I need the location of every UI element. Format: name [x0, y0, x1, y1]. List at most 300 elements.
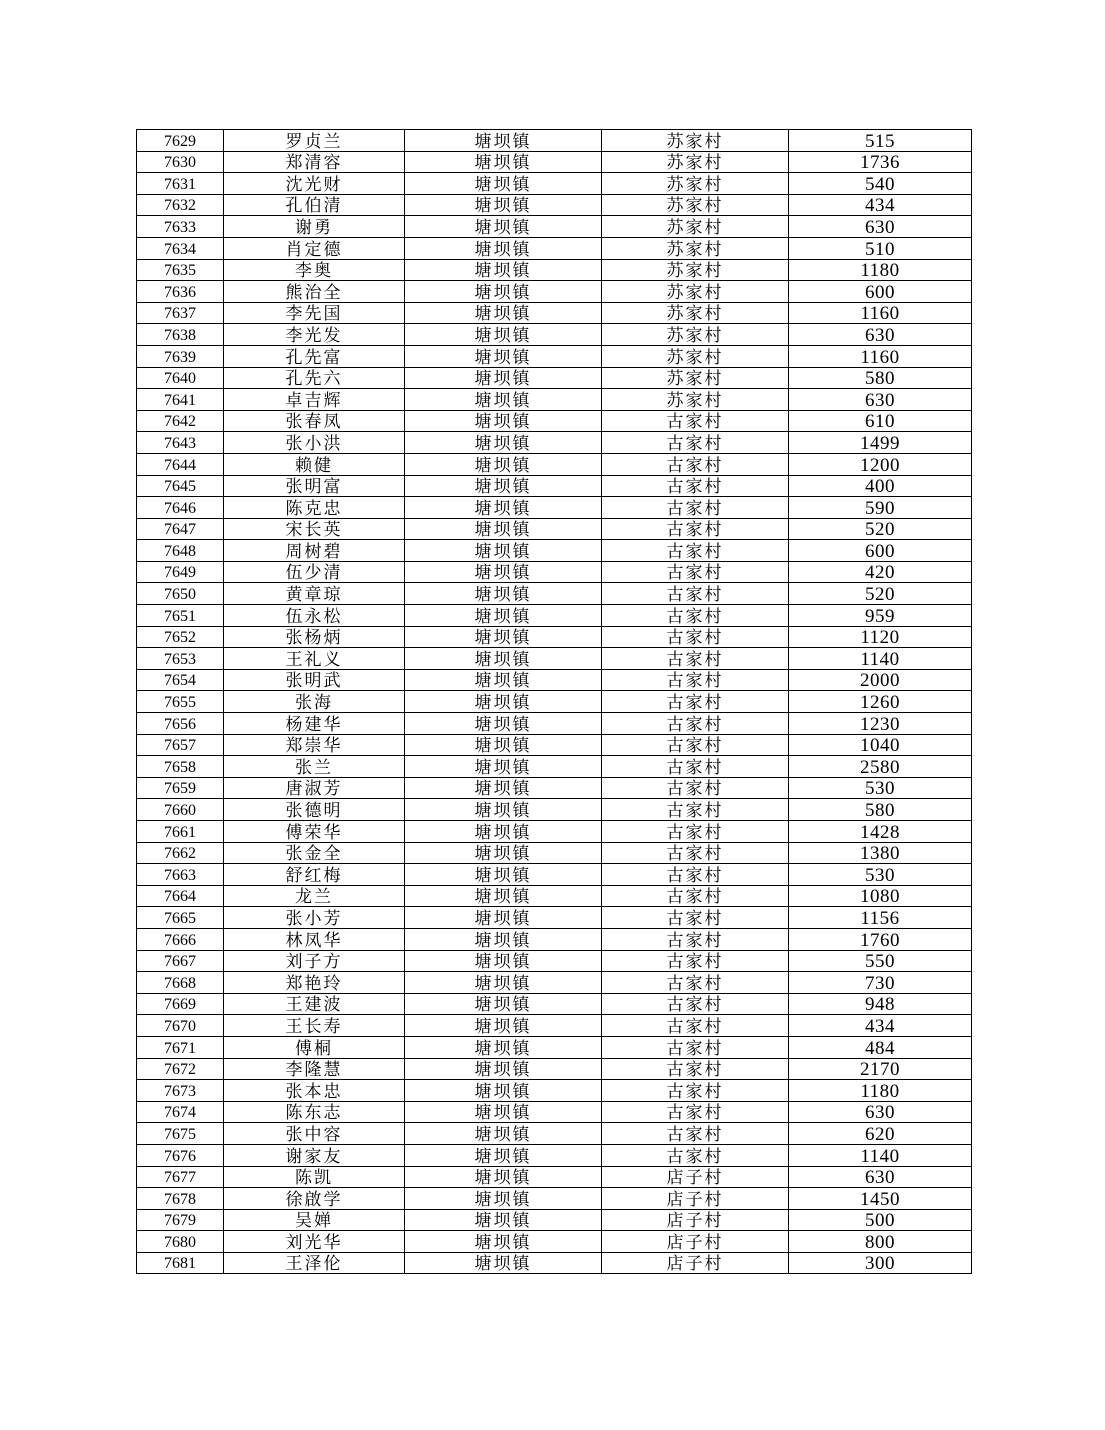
cell-id: 7670 [137, 1015, 224, 1037]
cell-name: 伍少清 [224, 561, 405, 583]
cell-village: 古家村 [602, 453, 789, 475]
cell-town: 塘坝镇 [405, 907, 602, 929]
cell-name: 谢勇 [224, 216, 405, 238]
cell-name: 郑崇华 [224, 734, 405, 756]
cell-id: 7673 [137, 1080, 224, 1102]
cell-id: 7649 [137, 561, 224, 583]
cell-amount: 400 [789, 475, 972, 497]
cell-town: 塘坝镇 [405, 1144, 602, 1166]
cell-town: 塘坝镇 [405, 130, 602, 152]
table-row [137, 864, 972, 886]
cell-town: 塘坝镇 [405, 950, 602, 972]
cell-town: 塘坝镇 [405, 842, 602, 864]
cell-town: 塘坝镇 [405, 691, 602, 713]
cell-village: 苏家村 [602, 259, 789, 281]
cell-amount: 484 [789, 1036, 972, 1058]
cell-village: 古家村 [602, 972, 789, 994]
cell-amount: 610 [789, 410, 972, 432]
cell-village: 店子村 [602, 1252, 789, 1274]
cell-town: 塘坝镇 [405, 648, 602, 670]
cell-id: 7642 [137, 410, 224, 432]
cell-name: 张小芳 [224, 907, 405, 929]
table-row [137, 1209, 972, 1231]
cell-id: 7678 [137, 1188, 224, 1210]
table-row [137, 561, 972, 583]
cell-town: 塘坝镇 [405, 1209, 602, 1231]
cell-village: 古家村 [602, 1144, 789, 1166]
cell-id: 7665 [137, 907, 224, 929]
cell-name: 张金全 [224, 842, 405, 864]
cell-town: 塘坝镇 [405, 1015, 602, 1037]
cell-town: 塘坝镇 [405, 864, 602, 886]
cell-amount: 1160 [789, 345, 972, 367]
cell-town: 塘坝镇 [405, 410, 602, 432]
cell-name: 张小洪 [224, 432, 405, 454]
table-row [137, 259, 972, 281]
cell-town: 塘坝镇 [405, 669, 602, 691]
cell-name: 王泽伦 [224, 1252, 405, 1274]
cell-town: 塘坝镇 [405, 518, 602, 540]
cell-town: 塘坝镇 [405, 497, 602, 519]
cell-amount: 2170 [789, 1058, 972, 1080]
cell-town: 塘坝镇 [405, 216, 602, 238]
cell-town: 塘坝镇 [405, 777, 602, 799]
cell-amount: 600 [789, 540, 972, 562]
cell-amount: 959 [789, 605, 972, 627]
cell-id: 7676 [137, 1144, 224, 1166]
cell-village: 古家村 [602, 993, 789, 1015]
cell-id: 7660 [137, 799, 224, 821]
cell-id: 7666 [137, 928, 224, 950]
cell-town: 塘坝镇 [405, 151, 602, 173]
cell-name: 孔先六 [224, 367, 405, 389]
cell-village: 古家村 [602, 756, 789, 778]
cell-village: 古家村 [602, 410, 789, 432]
cell-town: 塘坝镇 [405, 928, 602, 950]
cell-name: 张本忠 [224, 1080, 405, 1102]
table-row [137, 453, 972, 475]
cell-id: 7641 [137, 389, 224, 411]
table-row [137, 1058, 972, 1080]
cell-town: 塘坝镇 [405, 1166, 602, 1188]
cell-village: 古家村 [602, 864, 789, 886]
cell-amount: 1200 [789, 453, 972, 475]
cell-village: 古家村 [602, 885, 789, 907]
cell-id: 7663 [137, 864, 224, 886]
cell-name: 张海 [224, 691, 405, 713]
cell-amount: 530 [789, 864, 972, 886]
cell-town: 塘坝镇 [405, 561, 602, 583]
cell-town: 塘坝镇 [405, 432, 602, 454]
cell-town: 塘坝镇 [405, 1252, 602, 1274]
table-row [137, 1231, 972, 1253]
cell-name: 宋长英 [224, 518, 405, 540]
cell-amount: 600 [789, 281, 972, 303]
table-row [137, 130, 972, 152]
table-row [137, 1188, 972, 1210]
cell-amount: 590 [789, 497, 972, 519]
cell-id: 7652 [137, 626, 224, 648]
cell-name: 张中容 [224, 1123, 405, 1145]
cell-name: 李隆慧 [224, 1058, 405, 1080]
cell-amount: 620 [789, 1123, 972, 1145]
cell-amount: 510 [789, 237, 972, 259]
cell-amount: 1180 [789, 259, 972, 281]
roster-table [136, 129, 972, 1274]
cell-id: 7635 [137, 259, 224, 281]
table-row [137, 734, 972, 756]
cell-village: 古家村 [602, 1036, 789, 1058]
table-row [137, 1144, 972, 1166]
cell-village: 古家村 [602, 583, 789, 605]
cell-village: 苏家村 [602, 173, 789, 195]
cell-name: 罗贞兰 [224, 130, 405, 152]
cell-village: 苏家村 [602, 216, 789, 238]
cell-name: 周树碧 [224, 540, 405, 562]
cell-amount: 300 [789, 1252, 972, 1274]
cell-id: 7644 [137, 453, 224, 475]
table-row [137, 475, 972, 497]
cell-name: 陈凯 [224, 1166, 405, 1188]
cell-village: 古家村 [602, 691, 789, 713]
cell-amount: 1760 [789, 928, 972, 950]
cell-amount: 1230 [789, 713, 972, 735]
cell-town: 塘坝镇 [405, 281, 602, 303]
cell-amount: 530 [789, 777, 972, 799]
table-row [137, 713, 972, 735]
cell-id: 7662 [137, 842, 224, 864]
cell-town: 塘坝镇 [405, 713, 602, 735]
cell-town: 塘坝镇 [405, 345, 602, 367]
cell-amount: 1428 [789, 821, 972, 843]
cell-town: 塘坝镇 [405, 1101, 602, 1123]
cell-town: 塘坝镇 [405, 821, 602, 843]
cell-town: 塘坝镇 [405, 540, 602, 562]
cell-village: 古家村 [602, 1101, 789, 1123]
cell-id: 7637 [137, 302, 224, 324]
cell-amount: 1140 [789, 648, 972, 670]
cell-name: 陈东志 [224, 1101, 405, 1123]
cell-id: 7669 [137, 993, 224, 1015]
cell-village: 古家村 [602, 475, 789, 497]
cell-amount: 630 [789, 216, 972, 238]
cell-amount: 1180 [789, 1080, 972, 1102]
table-row [137, 669, 972, 691]
cell-amount: 434 [789, 1015, 972, 1037]
cell-id: 7679 [137, 1209, 224, 1231]
cell-name: 孔先富 [224, 345, 405, 367]
cell-id: 7636 [137, 281, 224, 303]
table-row [137, 756, 972, 778]
cell-amount: 1736 [789, 151, 972, 173]
table-row [137, 367, 972, 389]
cell-amount: 630 [789, 324, 972, 346]
cell-name: 刘光华 [224, 1231, 405, 1253]
cell-town: 塘坝镇 [405, 237, 602, 259]
cell-name: 赖健 [224, 453, 405, 475]
cell-village: 苏家村 [602, 130, 789, 152]
cell-village: 古家村 [602, 1058, 789, 1080]
cell-amount: 520 [789, 518, 972, 540]
cell-amount: 580 [789, 799, 972, 821]
table-row [137, 777, 972, 799]
table-row [137, 1101, 972, 1123]
cell-town: 塘坝镇 [405, 756, 602, 778]
cell-town: 塘坝镇 [405, 389, 602, 411]
cell-name: 李奥 [224, 259, 405, 281]
table-row [137, 799, 972, 821]
cell-id: 7650 [137, 583, 224, 605]
table-row [137, 821, 972, 843]
table-row [137, 1166, 972, 1188]
cell-village: 苏家村 [602, 151, 789, 173]
cell-id: 7632 [137, 194, 224, 216]
cell-name: 吴婵 [224, 1209, 405, 1231]
cell-village: 店子村 [602, 1166, 789, 1188]
cell-amount: 1120 [789, 626, 972, 648]
cell-id: 7671 [137, 1036, 224, 1058]
table-row [137, 972, 972, 994]
cell-amount: 420 [789, 561, 972, 583]
cell-amount: 2580 [789, 756, 972, 778]
cell-name: 肖定德 [224, 237, 405, 259]
cell-id: 7661 [137, 821, 224, 843]
cell-name: 王建波 [224, 993, 405, 1015]
cell-amount: 630 [789, 1101, 972, 1123]
cell-id: 7639 [137, 345, 224, 367]
cell-amount: 580 [789, 367, 972, 389]
table-row [137, 691, 972, 713]
table-row [137, 1015, 972, 1037]
cell-village: 苏家村 [602, 281, 789, 303]
cell-amount: 1160 [789, 302, 972, 324]
cell-id: 7659 [137, 777, 224, 799]
cell-village: 古家村 [602, 669, 789, 691]
cell-amount: 1260 [789, 691, 972, 713]
table-row [137, 928, 972, 950]
cell-village: 古家村 [602, 799, 789, 821]
cell-name: 郑艳玲 [224, 972, 405, 994]
cell-village: 古家村 [602, 1123, 789, 1145]
cell-id: 7677 [137, 1166, 224, 1188]
cell-town: 塘坝镇 [405, 1080, 602, 1102]
cell-village: 古家村 [602, 605, 789, 627]
cell-village: 苏家村 [602, 194, 789, 216]
cell-amount: 1080 [789, 885, 972, 907]
table-row [137, 605, 972, 627]
cell-village: 古家村 [602, 1015, 789, 1037]
cell-name: 沈光财 [224, 173, 405, 195]
cell-village: 苏家村 [602, 237, 789, 259]
cell-id: 7681 [137, 1252, 224, 1274]
cell-id: 7675 [137, 1123, 224, 1145]
table-row [137, 626, 972, 648]
cell-name: 杨建华 [224, 713, 405, 735]
cell-town: 塘坝镇 [405, 194, 602, 216]
cell-village: 苏家村 [602, 345, 789, 367]
roster-table-body [137, 130, 972, 1274]
cell-id: 7640 [137, 367, 224, 389]
cell-id: 7629 [137, 130, 224, 152]
table-row [137, 842, 972, 864]
cell-id: 7643 [137, 432, 224, 454]
cell-village: 古家村 [602, 821, 789, 843]
cell-id: 7647 [137, 518, 224, 540]
table-row [137, 173, 972, 195]
cell-name: 黄章琼 [224, 583, 405, 605]
cell-name: 刘子方 [224, 950, 405, 972]
cell-town: 塘坝镇 [405, 1058, 602, 1080]
cell-amount: 1040 [789, 734, 972, 756]
cell-town: 塘坝镇 [405, 324, 602, 346]
cell-amount: 1156 [789, 907, 972, 929]
cell-id: 7674 [137, 1101, 224, 1123]
cell-name: 张杨炳 [224, 626, 405, 648]
cell-amount: 540 [789, 173, 972, 195]
cell-name: 李先国 [224, 302, 405, 324]
cell-village: 苏家村 [602, 389, 789, 411]
cell-name: 张德明 [224, 799, 405, 821]
table-row [137, 950, 972, 972]
cell-town: 塘坝镇 [405, 367, 602, 389]
cell-town: 塘坝镇 [405, 1188, 602, 1210]
table-row [137, 1123, 972, 1145]
table-row [137, 885, 972, 907]
cell-town: 塘坝镇 [405, 583, 602, 605]
cell-id: 7648 [137, 540, 224, 562]
cell-village: 古家村 [602, 777, 789, 799]
cell-town: 塘坝镇 [405, 475, 602, 497]
table-row [137, 302, 972, 324]
cell-id: 7656 [137, 713, 224, 735]
cell-village: 古家村 [602, 842, 789, 864]
table-row [137, 518, 972, 540]
cell-town: 塘坝镇 [405, 605, 602, 627]
cell-village: 苏家村 [602, 302, 789, 324]
table-row [137, 410, 972, 432]
table-row [137, 194, 972, 216]
cell-village: 古家村 [602, 928, 789, 950]
cell-village: 古家村 [602, 561, 789, 583]
cell-name: 徐啟学 [224, 1188, 405, 1210]
table-row [137, 324, 972, 346]
cell-amount: 1380 [789, 842, 972, 864]
table-row [137, 345, 972, 367]
cell-id: 7633 [137, 216, 224, 238]
cell-town: 塘坝镇 [405, 885, 602, 907]
cell-village: 古家村 [602, 907, 789, 929]
cell-town: 塘坝镇 [405, 302, 602, 324]
cell-amount: 1450 [789, 1188, 972, 1210]
cell-id: 7634 [137, 237, 224, 259]
cell-id: 7638 [137, 324, 224, 346]
cell-amount: 2000 [789, 669, 972, 691]
cell-village: 古家村 [602, 432, 789, 454]
cell-town: 塘坝镇 [405, 1123, 602, 1145]
table-row [137, 216, 972, 238]
cell-id: 7630 [137, 151, 224, 173]
cell-name: 傅桐 [224, 1036, 405, 1058]
cell-id: 7631 [137, 173, 224, 195]
cell-town: 塘坝镇 [405, 972, 602, 994]
table-row [137, 151, 972, 173]
cell-amount: 730 [789, 972, 972, 994]
table-row [137, 993, 972, 1015]
cell-name: 张明富 [224, 475, 405, 497]
cell-amount: 520 [789, 583, 972, 605]
cell-town: 塘坝镇 [405, 993, 602, 1015]
table-row [137, 497, 972, 519]
table-row [137, 432, 972, 454]
cell-id: 7651 [137, 605, 224, 627]
table-row [137, 648, 972, 670]
cell-town: 塘坝镇 [405, 453, 602, 475]
cell-id: 7655 [137, 691, 224, 713]
cell-id: 7658 [137, 756, 224, 778]
cell-name: 王长寿 [224, 1015, 405, 1037]
cell-village: 古家村 [602, 713, 789, 735]
cell-id: 7645 [137, 475, 224, 497]
cell-amount: 434 [789, 194, 972, 216]
cell-village: 苏家村 [602, 324, 789, 346]
cell-name: 谢家友 [224, 1144, 405, 1166]
table-row [137, 1252, 972, 1274]
table-row [137, 540, 972, 562]
cell-name: 李光发 [224, 324, 405, 346]
cell-town: 塘坝镇 [405, 259, 602, 281]
cell-village: 古家村 [602, 626, 789, 648]
cell-name: 傅荣华 [224, 821, 405, 843]
cell-amount: 1499 [789, 432, 972, 454]
cell-village: 古家村 [602, 518, 789, 540]
table-row [137, 907, 972, 929]
cell-name: 郑清容 [224, 151, 405, 173]
cell-village: 苏家村 [602, 367, 789, 389]
cell-name: 伍永松 [224, 605, 405, 627]
table-row [137, 389, 972, 411]
cell-village: 古家村 [602, 950, 789, 972]
cell-village: 店子村 [602, 1209, 789, 1231]
cell-town: 塘坝镇 [405, 734, 602, 756]
cell-name: 林凤华 [224, 928, 405, 950]
cell-name: 张春凤 [224, 410, 405, 432]
cell-name: 陈克忠 [224, 497, 405, 519]
table-row [137, 583, 972, 605]
cell-name: 熊治全 [224, 281, 405, 303]
cell-village: 店子村 [602, 1231, 789, 1253]
cell-amount: 515 [789, 130, 972, 152]
cell-name: 唐淑芳 [224, 777, 405, 799]
table-row [137, 1036, 972, 1058]
cell-name: 张明武 [224, 669, 405, 691]
cell-name: 王礼义 [224, 648, 405, 670]
cell-village: 古家村 [602, 540, 789, 562]
cell-town: 塘坝镇 [405, 626, 602, 648]
cell-amount: 948 [789, 993, 972, 1015]
cell-village: 古家村 [602, 497, 789, 519]
cell-id: 7672 [137, 1058, 224, 1080]
cell-name: 张兰 [224, 756, 405, 778]
cell-amount: 550 [789, 950, 972, 972]
cell-village: 古家村 [602, 1080, 789, 1102]
cell-town: 塘坝镇 [405, 1036, 602, 1058]
table-row [137, 237, 972, 259]
cell-amount: 630 [789, 389, 972, 411]
cell-town: 塘坝镇 [405, 799, 602, 821]
cell-village: 古家村 [602, 734, 789, 756]
table-row [137, 281, 972, 303]
cell-id: 7653 [137, 648, 224, 670]
